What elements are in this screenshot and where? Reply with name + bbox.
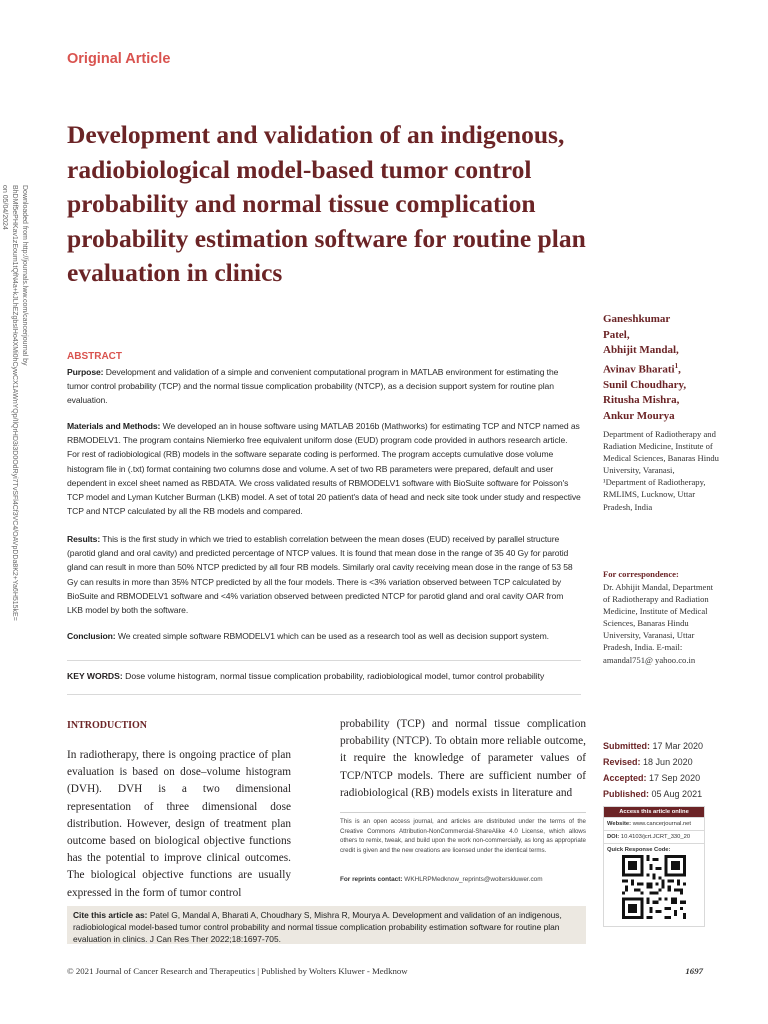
introduction-heading: INTRODUCTION [67,720,148,731]
keywords [67,670,581,683]
qr-code-icon[interactable] [622,855,686,919]
page-footer [67,966,703,976]
footer-copyright: © 2021 Journal of Cancer Research and Therapeutics | Published by Wolters Kluwer - Medknow [67,966,408,976]
author-line: Ritusha Mishra, [603,394,680,407]
article-type-label: Original Article [67,51,171,67]
date-revised [603,756,693,768]
reprints-contact [340,876,586,883]
author-line: Ankur Mourya [603,409,675,422]
divider [67,660,581,661]
author-list [603,312,723,424]
abstract-purpose-label: Purpose: [67,367,104,377]
reprints-label: For reprints contact: [340,876,403,883]
date-value: 05 Aug 2021 [651,789,703,799]
introduction-left-column: In radiotherapy, there is ongoing practice of plan evaluation is based on dose–volume histogram (DVH). DVH is a two dimensional representation of three dimensional dose distribution. However, design of treatment plan outcome based on biological objective functions has the potential to improve clinical outcomes. The biological objective functions are usually expressed in the form of tumor control [67,749,291,899]
website-label: Website: [607,821,632,827]
qr-row [604,843,704,926]
date-label: Revised: [603,757,641,767]
abstract-methods [67,419,581,518]
author-line [603,359,723,378]
access-online-box [603,806,705,927]
author-line: Sunil Choudhary, [603,378,687,391]
author-name: Avinav Bharati [603,363,675,376]
license-notice: This is an open access journal, and articles are distributed under the terms of the Creative Commons Attribution-NonCommercial-ShareAlike 4.0 License, which allows others to remix, tweak, and build upon the work non-commercially, as long as appropriate credit is given and the new creations are licensed under the identical terms. [340,812,586,855]
access-box-header: Access this article online [604,807,704,817]
date-label: Submitted: [603,741,650,751]
abstract-results [67,532,581,617]
reprints-email[interactable]: WKHLRPMedknow_reprints@wolterskluwer.com [404,876,543,883]
abstract-results-label: Results: [67,534,101,544]
abstract-results-text: This is the first study in which we tried to establish correlation between the mean doses (EUD) received by parallel structure (parotid gland and oral cavity) and predicted percentage of NTCP values. It is found that mean dose in the range of 35 40 Gy for parotid gland can result in more than 50% NTCP predicted by all four RB models. Similarly oral cavity receiving mean dose in the range of 53 58 Gy can results in more than 35% NTCP predicted by all the four models. There is <3% variation observed between TCP calculated by BioSuite and RBMODELV1 software and <4% variation observed between predicted NTCP for parotid gland and oral cavity OAR from LKB model by both the software. [67,534,573,616]
date-submitted [603,740,703,752]
abstract-conclusion-label: Conclusion: [67,631,116,641]
introduction-right-column: probability (TCP) and normal tissue complication probability (NTCP). To obtain more reliable outcome, it require the knowledge of parameter values of TCP/NTCP models. There are sufficient number of radiobiological (RB) models exists in literature and [340,718,586,799]
date-value: 17 Mar 2020 [652,741,704,751]
doi-row [604,830,704,843]
author-separator: , [678,363,681,376]
correspondence-details: Dr. Abhijit Mandal, Department of Radiotherapy and Radiation Medicine, Institute of Medical Sciences, Banaras Hindu University, Varanasi, Uttar Pradesh, India. E-mail: amandal751@ yahoo.co.in [603,582,714,665]
website-row [604,817,704,830]
author-affiliation-marker: 1 [674,361,679,370]
date-value: 17 Sep 2020 [649,773,701,783]
date-accepted [603,772,700,784]
divider [67,694,581,695]
website-link[interactable]: www.cancerjournal.net [632,821,692,827]
keywords-label: KEY WORDS: [67,671,123,681]
abstract-methods-text: We developed an in house software using MATLAB 2016b (Mathworks) for estimating TCP and NTCP named as RBMODELV1. The program contains Niemierko free equivalent uniform dose (EUD) program code provided in authors research article. For rest of radiobiological (RB) models in the software separate coding is performed. The program accepts cumulative dose volume histogram file in (.txt) format containing two columns dose and volume. A set of two RB parameters were prepared, default and user dependent in excel sheet named as RBDATA. We cross validated results of RBMODELV1 software with BioSuite software for Poisson's TCP model and Lyman Kutcher Burman (LKB) model. A set of total 20 patient's data of head and neck site took under study and respective TCP and NTCP calculated by all the RB models and compared. [67,421,581,517]
abstract-conclusion-text: We created simple software RBMODELV1 which can be used as a research tool as well as decision support system. [117,631,549,641]
download-side-note [1,185,29,621]
cite-this-article [67,906,586,944]
author-line: Patel, [603,328,630,341]
date-published [603,788,702,800]
download-side-note-text: Downloaded from http://journals.lww.com/cancerjournal by BhDMf5ePHKav1zEoum1tQfN4a+kJLhEZgbsIHo4XMi0hCywCX1AWnYQp/IlQrHD3i3D0OdRyi7TvSFl4Cf3VC4/OAVpDDa8K2+Ya6H515kE= on 05/04/2024 [1,185,28,621]
article-title: Development and validation of an indigenous, radiobiological model-based tumor control probability and normal tissue complication probability estimation software for routine plan evaluation in clinics [67,120,586,287]
author-line: Abhijit Mandal, [603,344,679,356]
cite-text: Patel G, Mandal A, Bharati A, Choudhary S, Mishra R, Mourya A. Development and validation of an indigenous, radiobiological model-based tumor control probability and normal tissue complication probability estimation software for routine plan evaluation in clinics. J Can Res Ther 2022;18:1697-705. [73,910,562,944]
abstract-purpose [67,365,581,408]
date-label: Published: [603,789,650,799]
author-line: Ganeshkumar [603,313,671,325]
qr-label: Quick Response Code: [607,847,671,853]
affiliation: Department of Radiotherapy and Radiation Medicine, Institute of Medical Sciences, Banaras Hindu University, Varanasi, ¹Department of Radiotherapy, RMLIMS, Lucknow, Uttar Pradesh, India [603,429,719,512]
abstract-methods-label: Materials and Methods: [67,421,161,431]
page-number: 1697 [685,966,703,976]
correspondence-heading: For correspondence: [603,569,679,579]
cite-label: Cite this article as: [73,910,148,920]
date-value: 18 Jun 2020 [643,757,693,767]
abstract-heading: ABSTRACT [67,351,122,362]
abstract-conclusion [67,629,581,643]
keywords-text: Dose volume histogram, normal tissue complication probability, radiobiological model, tumor control probability [125,671,545,681]
doi-label: DOI: [607,834,620,840]
doi-link[interactable]: 10.4103/jcrt.JCRT_330_20 [620,834,691,840]
date-label: Accepted: [603,773,647,783]
abstract-purpose-text: Development and validation of a simple and convenient computational program in MATLAB environment for estimating the tumor control probability (TCP) and the normal tissue complication probability (NTCP), as a decision support system for routine plan evaluation. [67,367,559,406]
